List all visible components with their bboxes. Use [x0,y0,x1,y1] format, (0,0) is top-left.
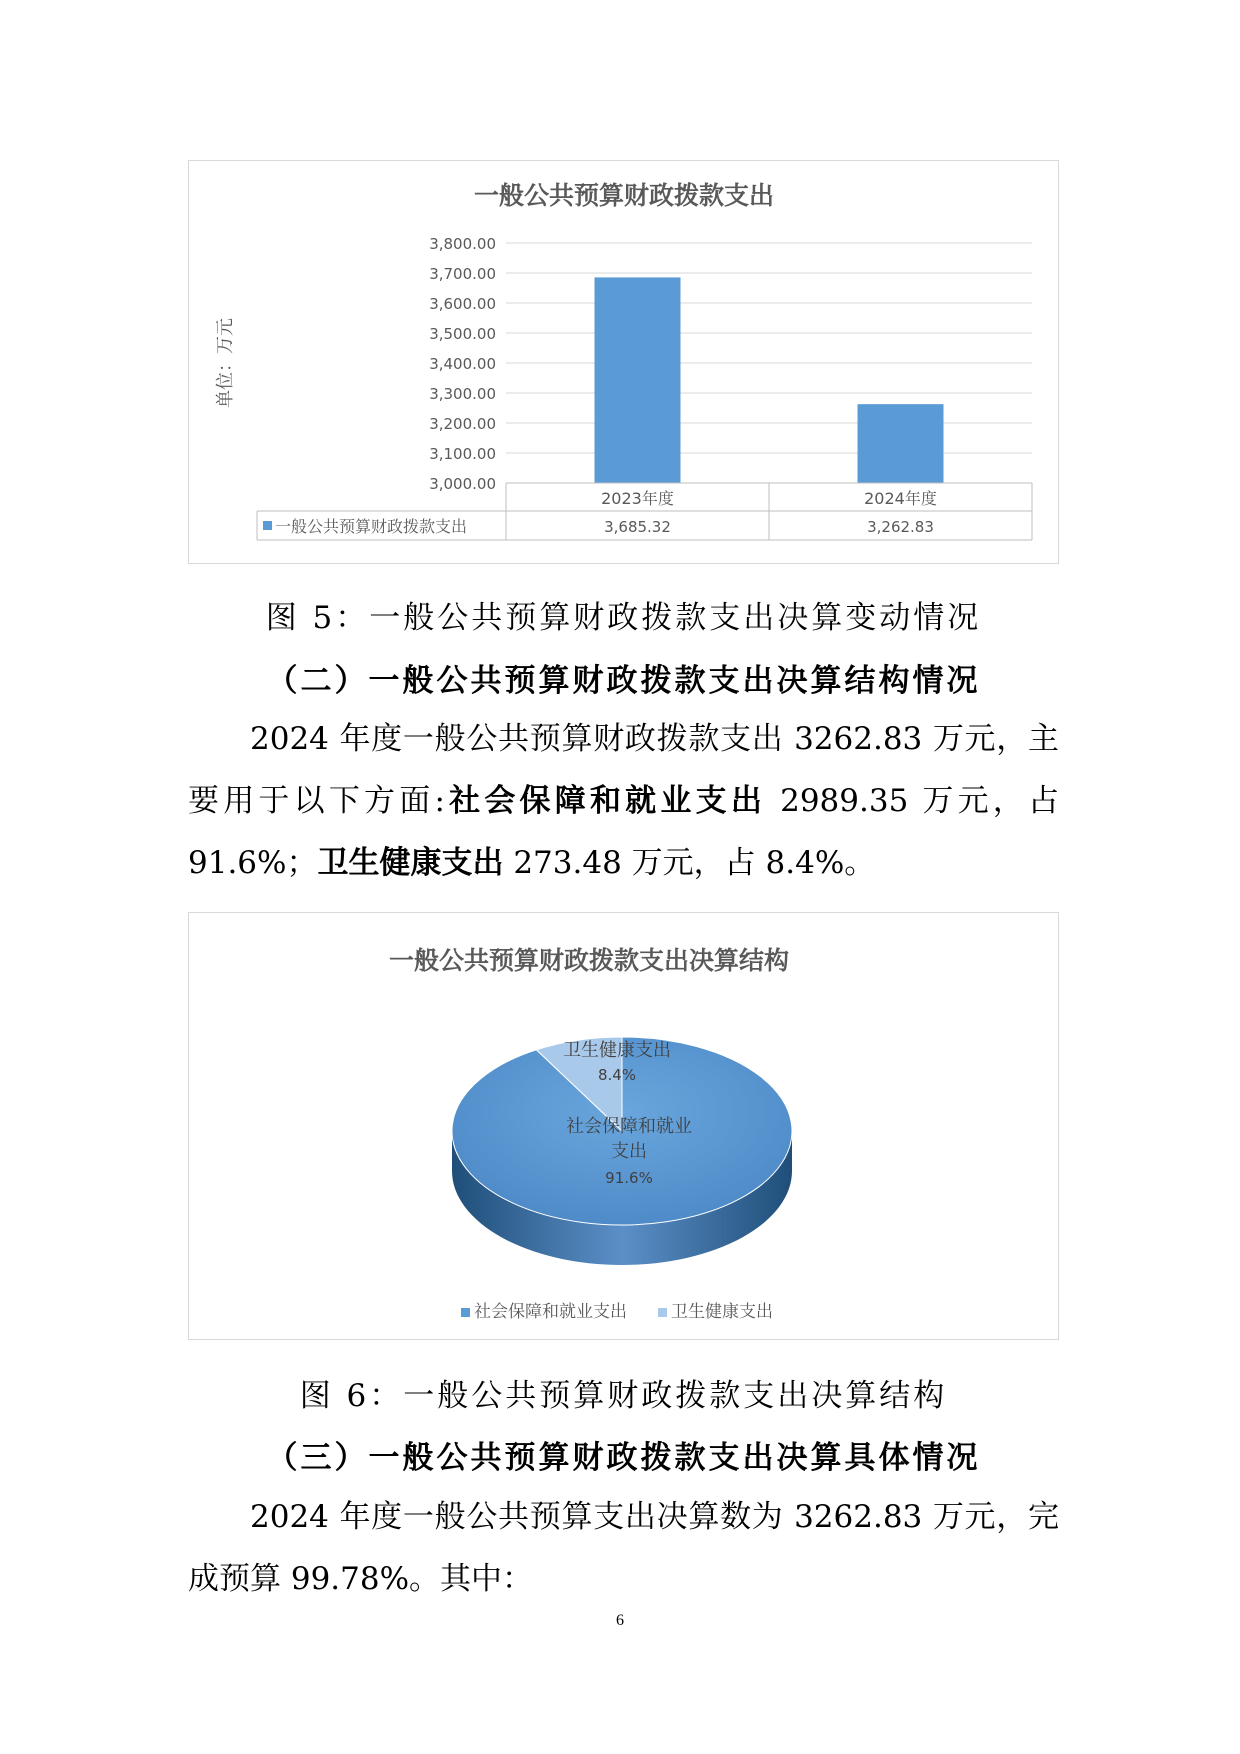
section-2-heading: （二）一般公共预算财政拨款支出决算结构情况 [266,663,981,699]
y-tick-label: 3,200.00 [429,415,496,433]
section-3-paragraph: 2024 年度一般公共预算支出决算数为 3262.83 万元，完成预算 99.78%。其中： [188,1499,1059,1597]
slice-label: 社会保障和就业 [566,1116,692,1137]
slice-label: 卫生健康支出 [563,1040,671,1061]
x-category-label: 2023年度 [601,489,674,508]
para-bold-term: 卫生健康支出 [317,845,504,881]
legend-swatch [461,1308,470,1317]
slice-label: 支出 [611,1141,647,1162]
y-tick-label: 3,300.00 [429,385,496,403]
bar-chart-frame [188,160,1059,564]
bar-chart-y-ticks [429,235,496,493]
para-text: 2024 年度一般公共预算财政拨款支出 3262.83 万元，主要用于以下方面: [188,721,1059,819]
para-text: 2989.35 万元，占 91.6%； [188,783,1059,881]
y-tick-label: 3,000.00 [429,475,496,493]
para-bold-term: 社会保障和就业支出 [444,783,767,819]
y-tick-label: 3,600.00 [429,295,496,313]
legend-series-label: 一般公共预算财政拨款支出 [275,517,468,536]
slice-percent-label: 8.4% [597,1066,637,1084]
para-text: 273.48 万元，占 8.4%。 [503,845,876,881]
bar [858,404,944,483]
page-number: 6 [616,1612,624,1629]
bar [595,277,681,483]
y-tick-label: 3,700.00 [429,265,496,283]
pie-legend [461,1302,773,1322]
legend-label: 卫生健康支出 [671,1302,773,1322]
bar-chart-gridlines [506,243,1032,483]
section-2-paragraph [188,708,1059,894]
data-value-label: 3,262.83 [867,518,934,536]
figure-6-caption: 图 6：一般公共预算财政拨款支出决算结构 [299,1378,948,1414]
bar-chart-title: 一般公共预算财政拨款支出 [473,181,775,210]
section-3-heading: （三）一般公共预算财政拨款支出决算具体情况 [266,1440,981,1476]
legend-swatch [658,1308,667,1317]
bar-chart-y-axis-label: 单位：万元 [215,318,236,408]
y-tick-label: 3,800.00 [429,235,496,253]
x-category-label: 2024年度 [864,489,937,508]
legend-swatch [263,521,272,530]
y-tick-label: 3,100.00 [429,445,496,463]
bar-chart [189,161,1060,565]
bar-chart-bars [595,277,944,483]
figure-5-caption: 图 5：一般公共预算财政拨款支出决算变动情况 [265,600,982,636]
pie-chart-title: 一般公共预算财政拨款支出决算结构 [388,946,790,975]
pie-chart [189,913,1060,1341]
pie-chart-frame [188,912,1059,1340]
y-tick-label: 3,500.00 [429,325,496,343]
legend-label: 社会保障和就业支出 [474,1302,627,1322]
y-tick-label: 3,400.00 [429,355,496,373]
slice-percent-label: 91.6% [605,1169,653,1187]
data-value-label: 3,685.32 [604,518,671,536]
bar-chart-data-table [257,483,1032,540]
